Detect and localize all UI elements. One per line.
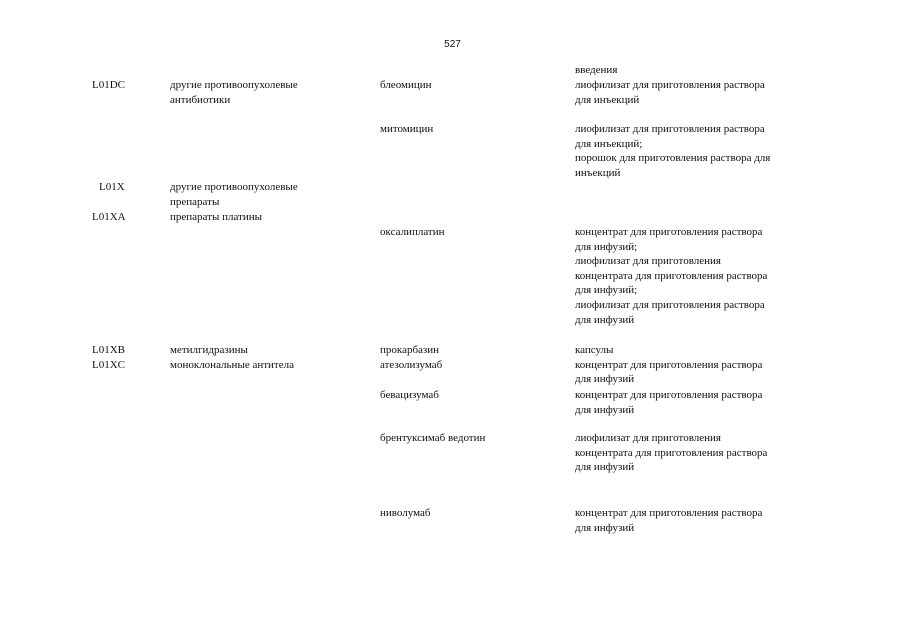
dosage-form: порошок для приготовления раствора для	[575, 152, 771, 165]
drug-name: атезолизумаб	[380, 358, 443, 371]
dosage-form: для инфузий;	[575, 240, 638, 253]
dosage-form: концентрат для приготовления раствора	[575, 226, 763, 238]
drug-name: брентуксимаб ведотин	[380, 432, 486, 444]
atc-code: L01DC	[92, 79, 125, 91]
drug-name: ниволумаб	[380, 507, 431, 519]
atc-group: другие противоопухолевые	[170, 79, 298, 91]
atc-code: L01XB	[92, 344, 125, 356]
dosage-form: концентрат для приготовления раствора	[575, 389, 763, 401]
dosage-form: для инфузий	[575, 521, 635, 534]
dosage-form: лиофилизат для приготовления	[575, 432, 721, 444]
atc-group: препараты	[170, 196, 220, 208]
dosage-form: для инъекций	[575, 93, 640, 106]
dosage-form: для инфузий	[575, 403, 635, 416]
dosage-form: концентрата для приготовления раствора	[575, 269, 768, 282]
page-number: 527	[444, 39, 461, 50]
drug-name: митомицин	[380, 123, 434, 135]
dosage-form: концентрата для приготовления раствора	[575, 446, 768, 459]
dosage-form: лиофилизат для приготовления раствора	[575, 123, 765, 135]
drug-name: блеомицин	[380, 79, 432, 91]
dosage-form: концентрат для приготовления раствора	[575, 507, 763, 519]
atc-group: другие противоопухолевые	[170, 181, 298, 194]
dosage-form: для инфузий	[575, 313, 635, 326]
dosage-form: введения	[575, 64, 618, 76]
dosage-form: для инфузий;	[575, 284, 638, 297]
dosage-form: для инъекций;	[575, 137, 643, 150]
atc-group: препараты платины	[170, 210, 263, 223]
atc-code: L01XC	[92, 358, 125, 371]
dosage-form: концентрат для приготовления раствора	[575, 358, 763, 371]
drug-name: бевацизумаб	[380, 389, 439, 401]
dosage-form: для инфузий	[575, 461, 635, 474]
dosage-form: лиофилизат для приготовления	[575, 255, 721, 268]
drug-name: прокарбазин	[380, 344, 440, 356]
atc-code: L01X	[99, 181, 125, 194]
atc-group: метилгидразины	[170, 344, 248, 356]
dosage-form: для инфузий	[575, 373, 635, 386]
drug-name: оксалиплатин	[380, 226, 445, 238]
atc-code: L01XA	[92, 210, 126, 223]
dosage-form: инъекций	[575, 166, 621, 179]
atc-group: антибиотики	[170, 93, 231, 106]
dosage-form: лиофилизат для приготовления раствора	[575, 79, 765, 91]
dosage-form: капсулы	[575, 344, 614, 356]
dosage-form: лиофилизат для приготовления раствора	[575, 299, 765, 311]
atc-group: моноклональные антитела	[170, 358, 294, 371]
